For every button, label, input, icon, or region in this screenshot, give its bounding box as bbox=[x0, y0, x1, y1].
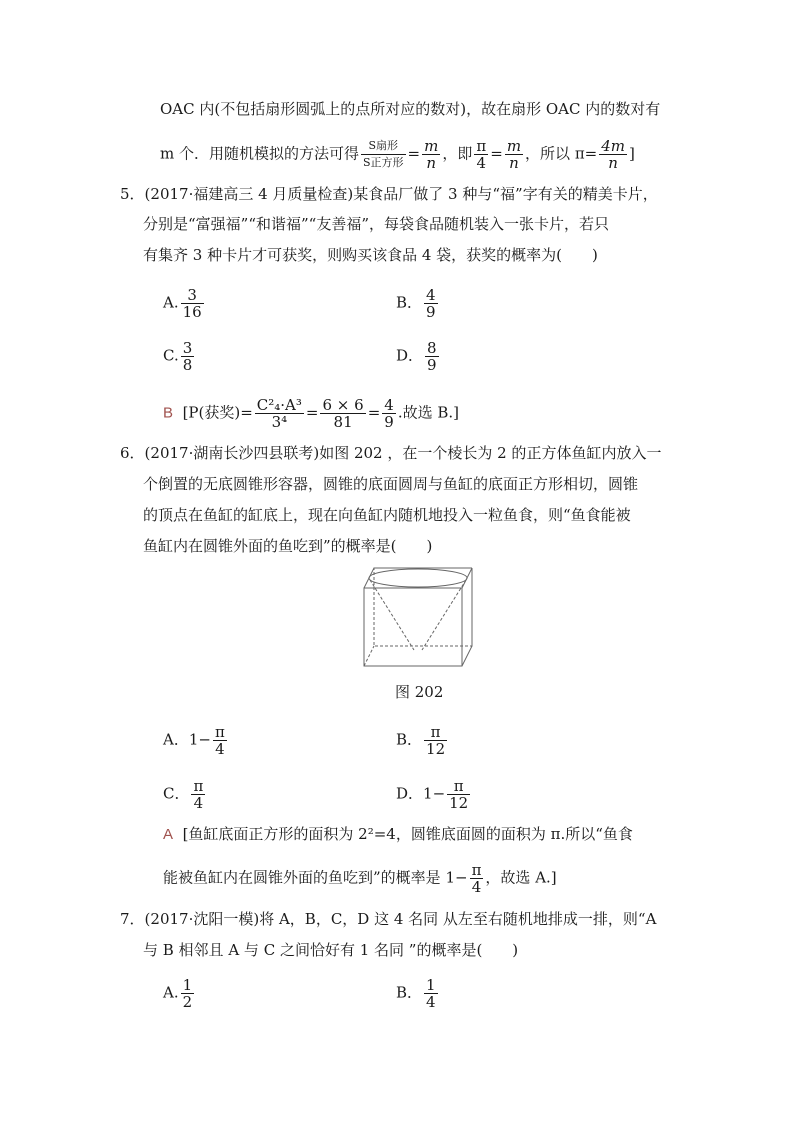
q7-line-2: 与 B 相邻且 A 与 C 之间恰好有 1 名同 ”的概率是( ) bbox=[143, 941, 519, 959]
q6-answer-line-2: 能被鱼缸内在圆锥外面的鱼吃到”的概率是 1− $\frac{\pi}{4}$ ，故选 A.] bbox=[163, 861, 557, 896]
q7-line-1: 7．(2017·沈阳一模)将 A，B，C，D 这 4 名同 从左至右随机地排成一排，则“A bbox=[120, 910, 657, 928]
q6-option-c[interactable]: C． $\frac{\pi}{4}$ bbox=[163, 777, 204, 812]
q6-option-d[interactable]: D．1− $\frac{\pi}{12}$ bbox=[396, 777, 469, 812]
q6-option-a[interactable]: A．1− $\frac{\pi}{4}$ bbox=[163, 723, 225, 758]
q7-option-b[interactable]: B． $\frac{1}{4}$ bbox=[396, 976, 436, 1011]
q6-answer-letter: A bbox=[163, 826, 174, 843]
q6-line-1: 6．(2017·湖南长沙四县联考)如图 202 ，在一个棱长为 2 的正方体鱼缸内放入一 bbox=[120, 444, 662, 462]
m-n-fraction: $\frac{m}{n}$ bbox=[424, 137, 439, 172]
q6-answer-fraction: $\frac{\pi}{4}$ bbox=[471, 861, 482, 896]
q5-line-3: 有集齐 3 种卡片才可获奖，则购买该食品 4 袋，获奖的概率为( ) bbox=[143, 246, 598, 264]
q5-option-d[interactable]: D． $\frac{8}{9}$ bbox=[396, 339, 437, 374]
q5-option-c[interactable]: C. $\frac{3}{8}$ bbox=[163, 339, 193, 374]
q5-answer-fraction-2: $\frac{6 \times 6}{81}$ bbox=[322, 396, 364, 431]
q7-option-a[interactable]: A. $\frac{1}{2}$ bbox=[163, 976, 193, 1011]
pi-4-fraction: $\frac{\pi}{4}$ bbox=[476, 137, 487, 172]
4m-n-fraction: $\frac{4m}{n}$ bbox=[601, 137, 626, 172]
q6-line-4: 鱼缸内在圆锥外面的鱼吃到”的概率是( ) bbox=[143, 537, 433, 555]
figure-caption: 图 202 bbox=[395, 683, 444, 701]
prev-line-2: m 个．用随机模拟的方法可得 $\frac{\text{S扇形}}{\text{S正方形}}$ = $\frac{m}{n}$ ，即 $\frac{\pi}{4}$ = $\frac{m}{n}$ ，所以 π= $\frac{4m}{n}$ ] bbox=[160, 137, 635, 172]
q5-option-b[interactable]: B． $\frac{4}{9}$ bbox=[396, 286, 436, 321]
q5-line-1: 5．(2017·福建高三 4 月质量检查)某食品厂做了 3 种与“福”字有关的精美卡片， bbox=[120, 185, 658, 203]
area-ratio-fraction: $\frac{\text{S扇形}}{\text{S正方形}}$ bbox=[363, 139, 404, 169]
prev-line-2-text: m 个．用随机模拟的方法可得 bbox=[160, 144, 359, 163]
q5-option-a[interactable]: A. $\frac{3}{16}$ bbox=[163, 286, 202, 321]
m-n-fraction-2: $\frac{m}{n}$ bbox=[506, 137, 522, 172]
q5-answer-fraction-3: $\frac{4}{9}$ bbox=[384, 396, 394, 431]
q6-option-b[interactable]: B． $\frac{\pi}{12}$ bbox=[396, 723, 446, 758]
q6-answer-line-1: A [鱼缸底面正方形的面积为 2²=4，圆锥底面圆的面积为 π.所以“鱼食 bbox=[163, 825, 633, 843]
cube-cone-figure bbox=[362, 566, 476, 672]
q5-answer: B [P(获奖)= $\frac{\text{C²₄·A³}}{\text{3⁴}}$ = $\frac{6 \times 6}{81}$ = $\frac{4}{9}$ .故选 B.] bbox=[163, 396, 459, 431]
q6-line-3: 的顶点在鱼缸的缸底上，现在向鱼缸内随机地投入一粒鱼食，则“鱼食能被 bbox=[143, 506, 631, 524]
q5-answer-letter: B bbox=[163, 404, 174, 422]
cube-cone-diagram bbox=[362, 566, 476, 668]
prev-line-1: OAC 内(不包括扇形圆弧上的点所对应的数对)，故在扇形 OAC 内的数对有 bbox=[160, 100, 661, 118]
q6-line-2: 个倒置的无底圆锥形容器，圆锥的底面圆周与鱼缸的底面正方形相切，圆锥 bbox=[143, 475, 639, 493]
q5-line-2: 分别是“富强福”“和谐福”“友善福”，每袋食品随机装入一张卡片，若只 bbox=[143, 215, 610, 233]
q5-answer-fraction-1: $\frac{\text{C²₄·A³}}{\text{3⁴}}$ bbox=[256, 396, 302, 431]
